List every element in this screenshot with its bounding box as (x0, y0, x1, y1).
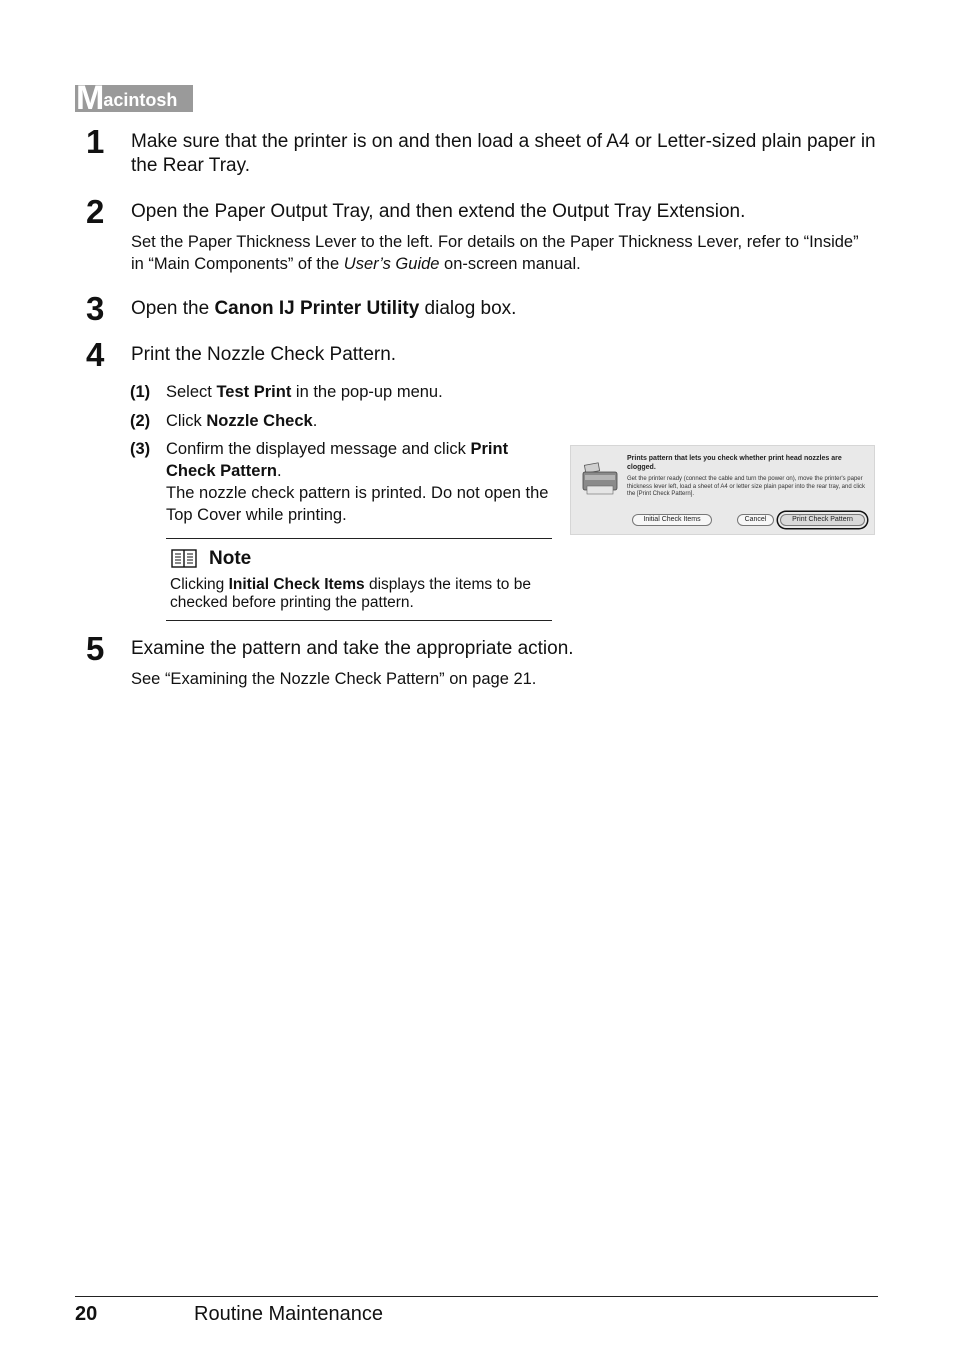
page-number: 20 (75, 1303, 98, 1325)
step-3-text-post: dialog box. (419, 298, 517, 319)
step-5-text: Examine the pattern and take the appropriate action. (131, 638, 574, 659)
cancel-button[interactable]: Cancel (737, 514, 774, 526)
step-1-number: 1 (86, 123, 105, 160)
step-5-detail: See “Examining the Nozzle Check Pattern” on page 21. (131, 670, 537, 688)
substep-3-number: (3) (130, 440, 151, 458)
step-3-number: 3 (86, 290, 105, 327)
step-3-text-pre: Open the (131, 298, 215, 319)
nozzle-check-dialog (570, 445, 875, 535)
substep-3-extra: The nozzle check pattern is printed. Do not open the Top Cover while printing. (166, 484, 549, 524)
note-title: Note (209, 548, 252, 569)
badge-rest: acintosh (103, 90, 178, 110)
macintosh-badge (75, 85, 193, 112)
step-1-text: Make sure that the printer is on and then load a sheet of A4 or Letter-sized plain paper in the Rear Tray. (131, 131, 876, 176)
substep-2-number: (2) (130, 412, 151, 430)
substep-3-post: . (276, 462, 282, 480)
substep-2-text (166, 410, 317, 432)
badge-initial: M (76, 85, 104, 112)
step-2-detail-post: on-screen manual. (439, 255, 581, 273)
substep-3-pre: Confirm the displayed message and click (166, 440, 471, 458)
step-4-number: 4 (86, 336, 105, 373)
note-bold: Initial Check Items (228, 576, 365, 593)
substep-3-bold: Print Check Pattern (166, 440, 509, 480)
printer-utility-name: Canon IJ Printer Utility (214, 298, 420, 319)
printer-icon (581, 458, 621, 503)
note-bottom-rule (166, 620, 552, 621)
print-check-pattern-button[interactable]: Print Check Pattern (780, 514, 865, 526)
note-top-rule (166, 538, 552, 539)
step-5-number: 5 (86, 630, 105, 667)
step-2-number: 2 (86, 193, 105, 230)
substep-2-post: . (312, 412, 318, 430)
footer-rule (75, 1296, 878, 1297)
book-icon (171, 549, 197, 573)
substep-1-number: (1) (130, 383, 151, 401)
note-post: displays the items to be checked before printing the pattern. (170, 576, 531, 611)
dialog-body: Get the printer ready (connect the cable and turn the power on), move the printer's paper thickness lever left, load a sheet of A4 or letter size plain paper into the rear tray, and click the [Print Check Pattern]. (627, 476, 866, 497)
section-title: Routine Maintenance (194, 1303, 384, 1325)
substep-1-text (166, 381, 443, 403)
note-pre: Clicking (170, 576, 229, 593)
step-2-text: Open the Paper Output Tray, and then extend the Output Tray Extension. (131, 201, 746, 222)
users-guide-reference: User’s Guide (343, 255, 440, 273)
step-2-detail (131, 231, 876, 275)
step-2-detail-pre: Set the Paper Thickness Lever to the left. For details on the Paper Thickness Lever, refer to “Inside” in “Main Components” of the (131, 233, 859, 273)
step-3-text (131, 297, 876, 321)
note-body (170, 576, 550, 612)
substep-2-bold: Nozzle Check (206, 412, 313, 430)
step-4-text: Print the Nozzle Check Pattern. (131, 344, 397, 365)
substep-3-text (166, 438, 556, 526)
substep-1-post: in the pop-up menu. (291, 383, 443, 401)
substep-1-bold: Test Print (216, 383, 292, 401)
substep-1-pre: Select (166, 383, 217, 401)
substep-2-pre: Click (166, 412, 207, 430)
initial-check-items-button[interactable]: Initial Check Items (632, 514, 712, 526)
dialog-title: Prints pattern that lets you check whether print head nozzles are clogged. (627, 455, 842, 471)
